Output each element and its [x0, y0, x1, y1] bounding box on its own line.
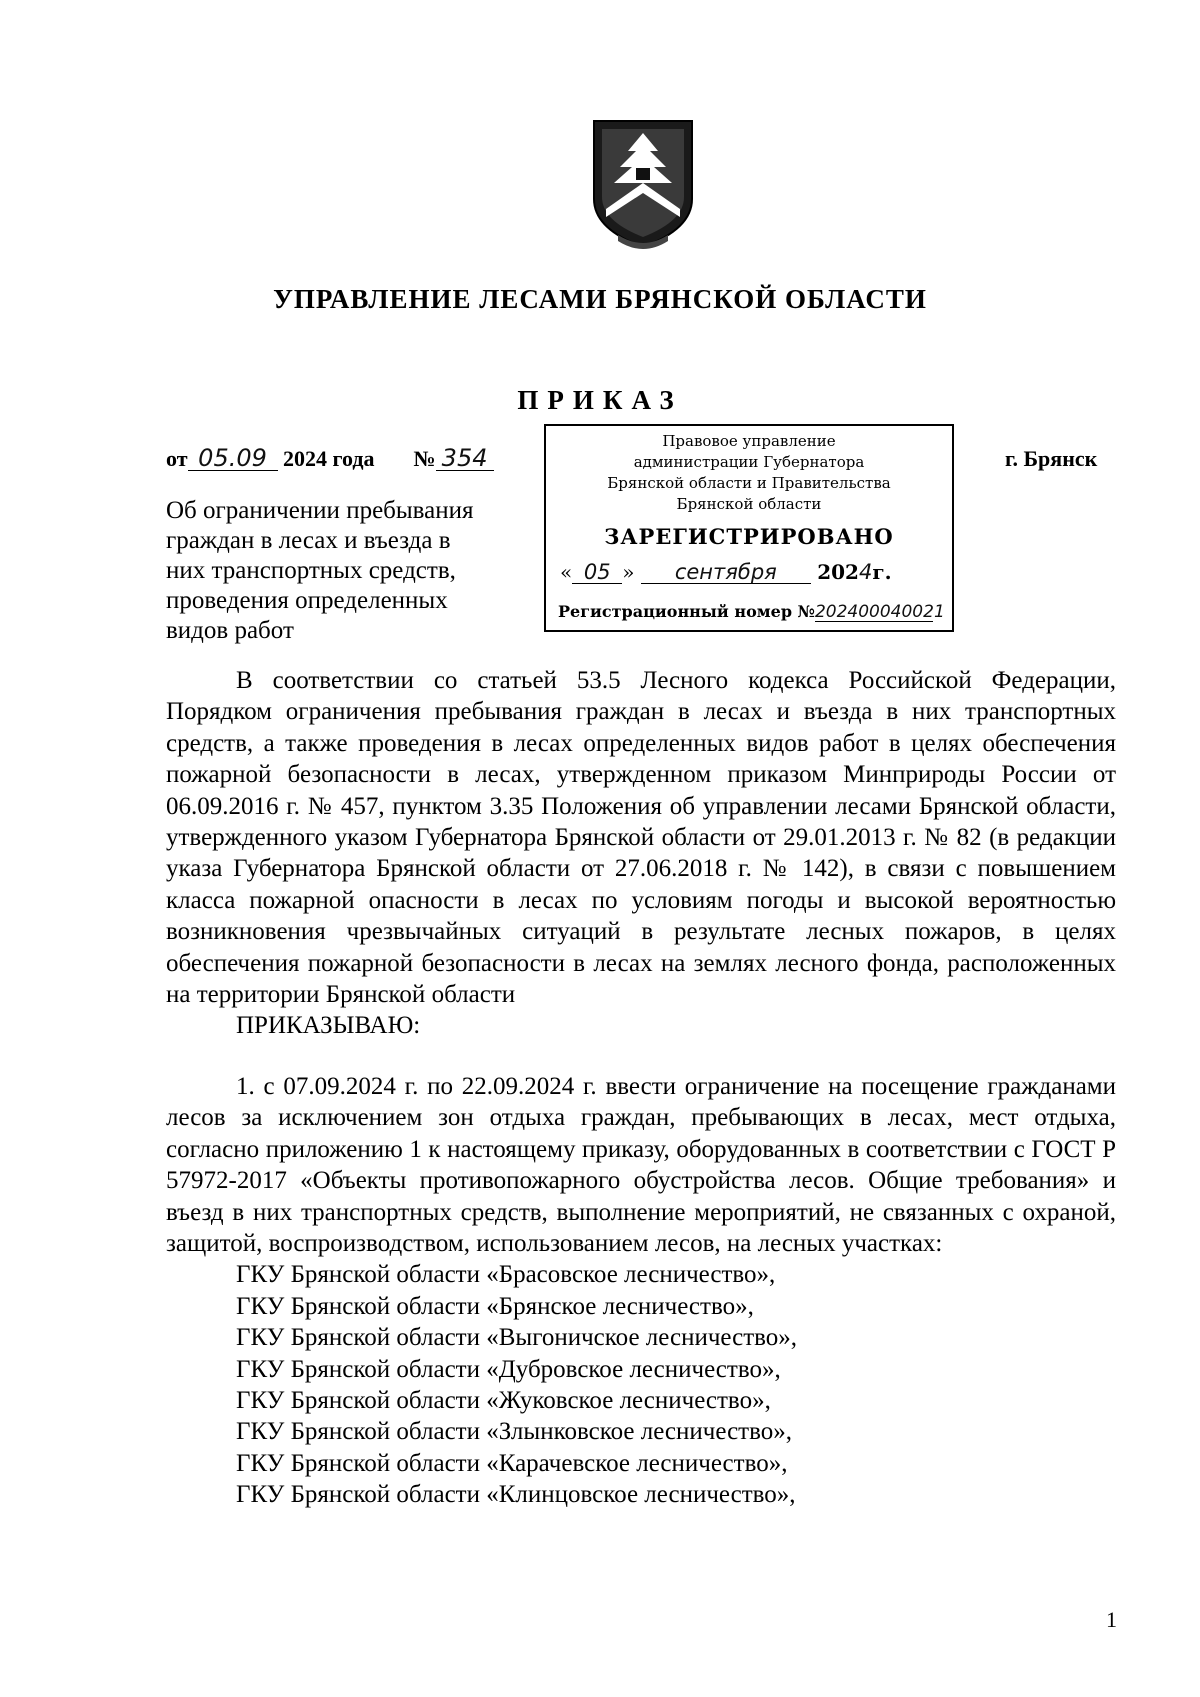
- stamp-line: Брянской области и Правительства: [607, 474, 891, 492]
- forestry-item: ГКУ Брянской области «Выгоничское лесничество»,: [236, 1324, 798, 1352]
- subject-line: проведения определенных: [166, 587, 448, 614]
- document-type: ПРИКАЗ: [517, 385, 683, 415]
- stamp-reg-value: 202400040021: [814, 602, 945, 622]
- stamp-reg-label: Регистрационный номер №: [558, 602, 815, 621]
- stamp-line: Брянской области: [676, 495, 822, 513]
- forestry-item: ГКУ Брянской области «Брянское лесничество»,: [236, 1292, 754, 1320]
- subject-line: них транспортных средств,: [166, 557, 456, 584]
- page-number: 1: [1106, 1607, 1117, 1632]
- agency-title: УПРАВЛЕНИЕ ЛЕСАМИ БРЯНСКОЙ ОБЛАСТИ: [273, 284, 927, 314]
- stamp-registered: ЗАРЕГИСТРИРОВАНО: [604, 524, 894, 549]
- date-number-line: [166, 446, 494, 472]
- stamp-line: администрации Губернатора: [633, 453, 865, 471]
- subject-line: видов работ: [166, 617, 294, 644]
- registration-stamp: [544, 424, 954, 632]
- order-word: ПРИКАЗЫВАЮ:: [236, 1012, 421, 1040]
- point-1: 1. с 07.09.2024 г. по 22.09.2024 г. ввести ограничение на посещение гражданами лесов за исключением зон отдыха граждан, пребывающих в лесах, мест отдыха, согласно приложению 1 к настоящему приказу, оборудованных в соответствии с ГОСТ Р 57972-2017 «Объекты противопожарного обустройства лесов. Общие требования» и въезд в них транспортных средств, выполнение мероприятий, не связанных с охраной, защитой, воспроизводством, использованием лесов, на лесных участках:: [166, 1072, 1116, 1257]
- forestry-item: ГКУ Брянской области «Злынковское лесничество»,: [236, 1418, 792, 1446]
- stamp-year-prefix: 202: [817, 560, 859, 584]
- stamp-year-unit: г.: [872, 560, 892, 584]
- forestry-item: ГКУ Брянской области «Жуковское лесничество»,: [236, 1386, 771, 1414]
- date-prefix: от: [166, 446, 188, 471]
- forestry-item: ГКУ Брянской области «Дубровское лесничество»,: [236, 1355, 781, 1383]
- order-year: 2024 года: [283, 446, 375, 471]
- coat-of-arms-icon: [588, 117, 698, 253]
- order-date: 05.09: [188, 446, 278, 471]
- forestry-item: ГКУ Брянской области «Карачевское лесничество»,: [236, 1449, 788, 1477]
- order-body: [166, 665, 1116, 1511]
- forestry-item: ГКУ Брянской области «Брасовское лесничество»,: [236, 1261, 776, 1289]
- stamp-date: « 05 » сентября 2024г.: [560, 560, 892, 584]
- subject-line: Об ограничении пребывания: [166, 497, 474, 524]
- preamble: В соответствии со статьей 53.5 Лесного кодекса Российской Федерации, Порядком ограничения пребывания граждан в лесах и въезда в них транспортных средств, а также проведения в лесах определенных видов работ в целях обеспечения пожарной безопасности в лесах, утвержденном приказом Минприроды России от 06.09.2016 г. № 457, пунктом 3.35 Положения об управлении лесами Брянской области, утвержденного указом Губернатора Брянской области от 29.01.2013 г. № 82 (в редакции указа Губернатора Брянской области от 27.06.2018 г. № 142), в связи с повышением класса пожарной опасности в лесах по условиям погоды и высокой вероятностью возникновения чрезвычайных ситуаций в результате лесных пожаров, в целях обеспечения пожарной безопасности в лесах на землях лесного фонда, расположенных на территории Брянской области: [166, 667, 1116, 1009]
- stamp-month: сентября: [641, 562, 811, 584]
- forestry-item: ГКУ Брянской области «Клинцовское лесничество»,: [236, 1481, 796, 1509]
- stamp-reg-number: [558, 602, 945, 622]
- subject-line: граждан в лесах и въезда в: [166, 527, 451, 554]
- stamp-year-suffix: 4: [858, 560, 873, 584]
- city: г. Брянск: [1005, 446, 1098, 471]
- stamp-line: Правовое управление: [662, 432, 836, 450]
- stamp-day: 05: [572, 562, 622, 584]
- number-label: №: [413, 446, 436, 471]
- order-subject: [166, 496, 526, 646]
- order-number: 354: [436, 446, 494, 471]
